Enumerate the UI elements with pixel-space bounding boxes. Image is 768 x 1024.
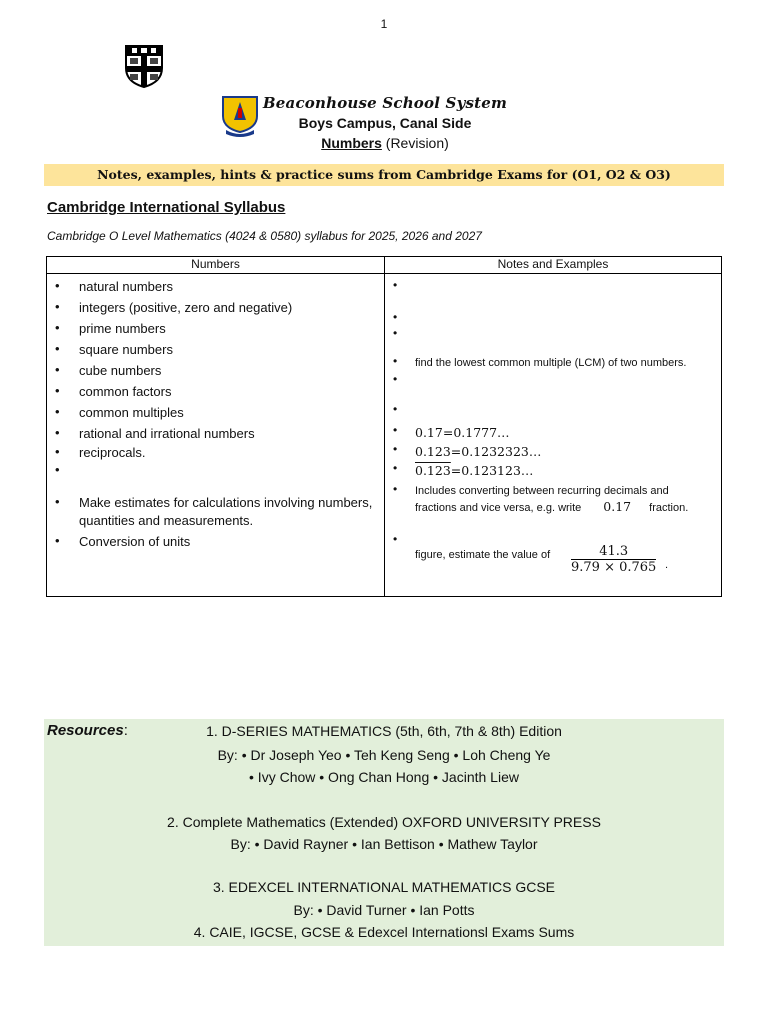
list-item: • square numbers	[55, 341, 173, 357]
estimate-note: figure, estimate the value of	[415, 549, 551, 561]
list-item: • Make estimates for calculations involving numbers, quantities and measurements.	[55, 494, 373, 528]
cambridge-crest-icon	[124, 44, 164, 88]
list-item: • Conversion of units	[55, 533, 191, 549]
notes-banner: Notes, examples, hints & practice sums from Cambridge Exams for (O1, O2 & O3)	[44, 164, 724, 186]
numbers-cell: • natural numbers • integers (positive, zero and negative) • prime numbers • square numbers • cube numbers • common factors • common multiples • rational and irrational numbers • reciprocals. • • Make estimates for calculations involving numbers, quantities and measurements. • Conversion of units	[47, 274, 385, 597]
resource-line: 3. EDEXCEL INTERNATIONAL MATHEMATICS GCSE	[212, 879, 555, 895]
column-header-notes: Notes and Examples	[385, 257, 722, 274]
list-item: • cube numbers	[55, 362, 162, 378]
list-item: • common multiples	[55, 404, 184, 420]
notes-cell: • • • • find the lowest common multiple (LCM) of two numbers. • • • 0.17=0.1777… • 0.123=0.1232323… • 0.123=0.123123… • Includes converting between recurring decimals and fractions and vice versa, e.g. write 0.17 fraction. • figure, estimate the value of $\frac{41.3}{9.79 \times 0.765}$ .	[385, 274, 722, 597]
fraction-denominator: 9.79 × 0.765	[571, 560, 657, 575]
campus-name: Boys Campus, Canal Side	[298, 115, 472, 131]
recurring-note: • Includes converting between recurring decimals and fractions and vice versa, e.g. write 0.17 fraction.	[393, 482, 689, 514]
resource-line: 1. D-SERIES MATHEMATICS (5th, 6th, 7th & 8th) Edition	[206, 723, 562, 739]
resource-line: By: • Dr Joseph Yeo • Teh Keng Seng • Loh Cheng Ye	[217, 747, 551, 763]
syllabus-table	[46, 256, 722, 597]
resource-line: By: • David Rayner • Ian Bettison • Mathew Taylor	[230, 836, 538, 852]
resource-line: • Ivy Chow • Ong Chan Hong • Jacinth Liew	[249, 769, 519, 785]
page-number: 1	[380, 17, 388, 31]
list-item: • rational and irrational numbers	[55, 425, 255, 441]
recurring-example-1: • 0.17=0.1777…	[393, 423, 510, 440]
school-name: Beaconhouse School System	[262, 94, 508, 112]
list-item: • reciprocals.	[55, 444, 146, 460]
subject-name: Numbers	[321, 135, 382, 151]
subject-title	[200, 135, 570, 151]
recurring-example-3: • 0.123=0.123123…	[393, 461, 534, 478]
note-item: • find the lowest common multiple (LCM) of two numbers.	[393, 354, 687, 369]
list-item: • prime numbers	[55, 320, 166, 336]
syllabus-heading: Cambridge International Syllabus	[47, 199, 286, 216]
resource-line: 4. CAIE, IGCSE, GCSE & Edexcel Internationsl Exams Sums	[193, 924, 575, 940]
column-header-numbers: Numbers	[47, 257, 385, 274]
resources-label: Resources:	[47, 722, 128, 739]
resource-line: 2. Complete Mathematics (Extended) OXFORD UNIVERSITY PRESS	[167, 814, 601, 830]
list-item: • natural numbers	[55, 278, 173, 294]
list-item: • integers (positive, zero and negative)	[55, 299, 293, 315]
subject-suffix: (Revision)	[381, 135, 449, 151]
estimate-period: .	[665, 559, 669, 571]
resource-line: By: • David Turner • Ian Potts	[293, 902, 475, 918]
list-item: • common factors	[55, 383, 172, 399]
fraction-numerator: 41.3	[571, 544, 656, 560]
estimate-fraction	[571, 544, 656, 575]
syllabus-subtitle: Cambridge O Level Mathematics (4024 & 0580) syllabus for 2025, 2026 and 2027	[47, 229, 482, 243]
recurring-example-2: • 0.123=0.1232323…	[393, 442, 542, 459]
